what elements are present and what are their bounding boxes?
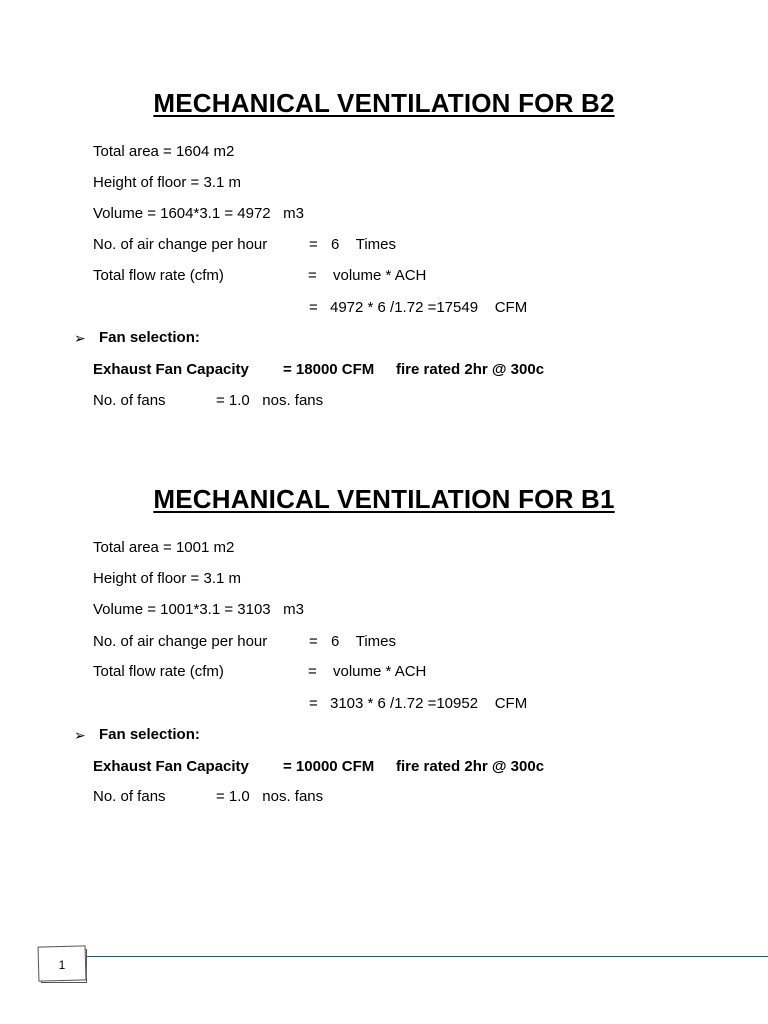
ach-equals: = (309, 633, 318, 650)
volume-line: Volume = 1604*3.1 = 4972 m3 (93, 205, 304, 222)
arrow-bullet-icon: ➢ (74, 330, 86, 346)
ach-label: No. of air change per hour (93, 633, 268, 650)
fans-count-label: No. of fans (93, 788, 166, 805)
fan-selection-heading: Fan selection: (99, 726, 200, 743)
flow-rate-formula: volume * ACH (333, 267, 427, 284)
flow-calc-equals: = (309, 695, 318, 712)
exhaust-fan-line (93, 758, 733, 776)
exhaust-fan-label: Exhaust Fan Capacity (93, 758, 249, 775)
page-number: 1 (58, 958, 66, 972)
section-title: MECHANICAL VENTILATION FOR B2 (153, 88, 615, 118)
exhaust-fan-rating: fire rated 2hr @ 300c (396, 361, 545, 378)
fans-count-label: No. of fans (93, 392, 166, 409)
arrow-bullet-icon: ➢ (74, 727, 86, 743)
flow-rate-line (93, 267, 733, 285)
ach-value: 6 Times (331, 236, 397, 253)
flow-rate-label: Total flow rate (cfm) (93, 267, 224, 284)
flow-rate-formula: volume * ACH (333, 663, 427, 680)
flow-rate-label: Total flow rate (cfm) (93, 663, 224, 680)
height-line: Height of floor = 3.1 m (93, 174, 241, 191)
exhaust-fan-value: = 18000 CFM (283, 361, 375, 378)
fans-count-value: = 1.0 nos. fans (216, 788, 324, 805)
ach-value: 6 Times (331, 633, 397, 650)
section-title: MECHANICAL VENTILATION FOR B1 (153, 484, 615, 514)
flow-calc-value: 4972 * 6 /1.72 =17549 CFM (330, 299, 528, 316)
fans-count-value: = 1.0 nos. fans (216, 392, 324, 409)
ach-label: No. of air change per hour (93, 236, 268, 253)
flow-calc-line (93, 695, 733, 713)
exhaust-fan-line (93, 361, 733, 379)
page-number-box (38, 946, 86, 982)
height-line: Height of floor = 3.1 m (93, 570, 241, 587)
volume-line: Volume = 1001*3.1 = 3103 m3 (93, 601, 304, 618)
total-area-line: Total area = 1001 m2 (93, 539, 235, 556)
flow-calc-value: 3103 * 6 /1.72 =10952 CFM (330, 695, 528, 712)
fans-count-line (93, 788, 733, 806)
flow-rate-equals: = (308, 267, 317, 284)
ach-equals: = (309, 236, 318, 253)
ach-line (93, 236, 733, 254)
total-area-line: Total area = 1604 m2 (93, 143, 235, 160)
exhaust-fan-label: Exhaust Fan Capacity (93, 361, 249, 378)
exhaust-fan-rating: fire rated 2hr @ 300c (396, 758, 545, 775)
ach-line (93, 633, 733, 651)
flow-calc-line (93, 299, 733, 317)
flow-rate-line (93, 663, 733, 681)
flow-calc-equals: = (309, 299, 318, 316)
footer-rule (38, 956, 768, 957)
exhaust-fan-value: = 10000 CFM (283, 758, 375, 775)
fans-count-line (93, 392, 733, 410)
flow-rate-equals: = (308, 663, 317, 680)
fan-selection-heading: Fan selection: (99, 329, 200, 346)
